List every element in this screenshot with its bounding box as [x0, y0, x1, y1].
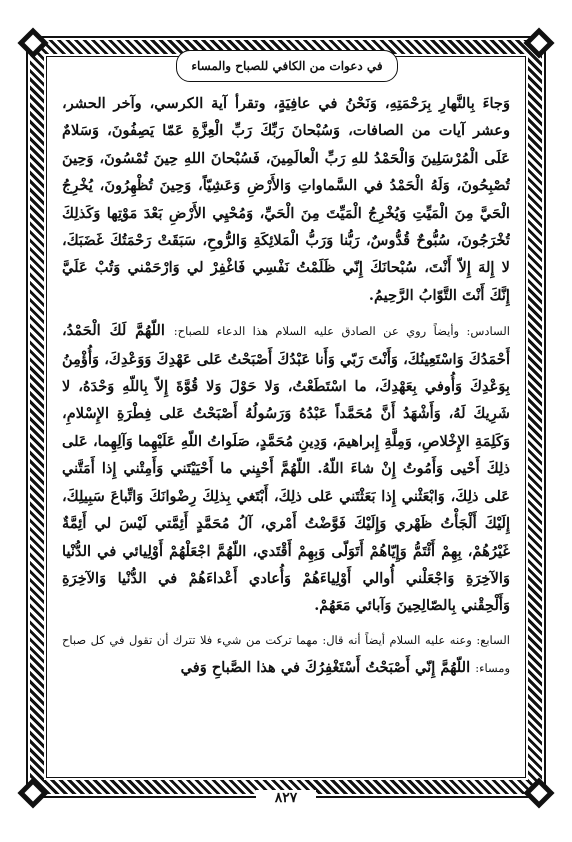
page-content: [62, 90, 510, 770]
paragraph-text: وَجاءَ بِالنَّهارِ بِرَحْمَتِهِ، وَنَحْنُ في عافِيَةٍ، وتقرأ آية الكرسي، وآخر الحشر، وعشر آيات من الصافات، وَسُبْحانَ رَبِّكَ رَبِّ الْعِزَّةِ عَمّا يَصِفُونَ، وَسَلامٌ عَلَى الْمُرْسَلِينَ وَالْحَمْدُ للهِ رَبِّ الْعالَمِينَ، فَسُبْحانَ اللهِ حِينَ تُمْسُونَ، وَحِينَ تُصْبِحُونَ، وَلَهُ الْحَمْدُ في السَّماواتِ وَالأَرْضِ وَعَشِيّاً، وَحِينَ تُظْهِرُونَ، يُخْرِجُ الْحَيَّ مِنَ الْمَيِّتِ وَيُخْرِجُ الْمَيِّتَ مِنَ الْحَيِّ، وَمُحْيِي الأَرْضِ بَعْدَ مَوْتِها وَكَذلِكَ تُخْرَجُونَ، سُبُّوحٌ قُدُّوسٌ، رَبُّنا وَرَبُّ الْمَلائِكَةِ وَالرُّوحِ، سَبَقَتْ رَحْمَتُكَ غَضَبَكَ، لا إِلهَ إِلاّ أَنْتَ، سُبْحانَكَ إِنّي ظَلَمْتُ نَفْسِي فَاغْفِرْ لي وَارْحَمْني وَتُبْ عَلَيَّ إِنَّكَ أَنْتَ التَّوّابُ الرَّحِيمُ.: [62, 95, 510, 304]
page-number: ٨٢٧: [256, 790, 316, 810]
paragraph-prayer-continuation: [62, 90, 510, 309]
paragraph-lead: السادس: وأيضاً روي عن الصادق عليه السلام هذا الدعاء للصباح:: [173, 324, 510, 339]
running-header-title: في دعوات من الكافي للصباح والمساء: [191, 59, 383, 73]
paragraph-text: اللّهُمَّ لَكَ الْحَمْدُ، أَحْمَدُكَ وَاسْتَعِينُكَ، وَأَنْتَ رَبّي وَأَنا عَبْدُكَ أَصْبَحْتُ عَلى عَهْدِكَ وَوَعْدِكَ، وَأُؤْمِنُ بِوَعْدِكَ وَأُوفي بِعَهْدِكَ، ما اسْتَطَعْتُ، وَلا حَوْلَ وَلا قُوَّةَ إِلاّ بِاللّهِ وَحْدَهُ، لا شَرِيكَ لَهُ، وَأَشْهَدُ أَنَّ مُحَمَّداً عَبْدُهُ وَرَسُولُهُ أَصْبَحْتُ عَلى فِطْرَةِ الإِسْلامِ، وَكَلِمَةِ الإِخْلاصِ، وَمِلَّةِ إِبراهيمَ، وَدِينِ مُحَمَّدٍ، صَلَواتُ اللّهِ عَلَيْهِما وَآلِهِما، عَلى ذلِكَ أَحْيى وَأَمُوتُ إِنْ شاءَ اللّهُ. اللّهُمَّ أَحْيِني ما أَحْيَيْتَني وَأَمِتْني إِذا أَمَتَّني عَلى ذلِكَ، وَابْعَثْني إِذا بَعَثْتَني عَلى ذلِكَ، أَبْتَغي بِذلِكَ رِضْوانَكَ وَاتِّباعَ سَبِيلِكَ، إِلَيْكَ أَلْجَأْتُ ظَهْري وَإِلَيْكَ فَوَّضْتُ أَمْري، آلُ مُحَمَّدٍ أَئِمَّتي لَيْسَ لي أَئِمَّةٌ غَيْرُهُمْ، بِهِمْ أَئْتَمُّ وَإِيّاهُمْ أَتَوَلّى وَبِهِمْ أَقْتَدي، اللّهُمَّ اجْعَلْهُمْ أَوْلِيائي في الدُّنْيا وَالآخِرَةِ وَاجْعَلْني أُوالي أَوْلِياءَهُمْ وَأُعادي أَعْداءَهُمْ في الدُّنْيا وَالآخِرَةِ وَأَلْحِقْني بِالصّالِحِينَ وَآبائي مَعَهُمْ.: [62, 322, 510, 615]
paragraph-lead: السابع: وعنه عليه السلام أيضاً أنه قال: مهما تركت من شيء فلا تترك أن تقول في كل صباح ومساء:: [62, 632, 510, 676]
paragraph-seventh-prayer: [62, 626, 510, 683]
paragraph-sixth-prayer: [62, 317, 510, 619]
paragraph-text: اللّهُمَّ إِنّي أَصْبَحْتُ أَسْتَغْفِرُكَ في هذا الصَّباحِ وَفي: [180, 659, 471, 677]
running-header: [176, 50, 398, 82]
